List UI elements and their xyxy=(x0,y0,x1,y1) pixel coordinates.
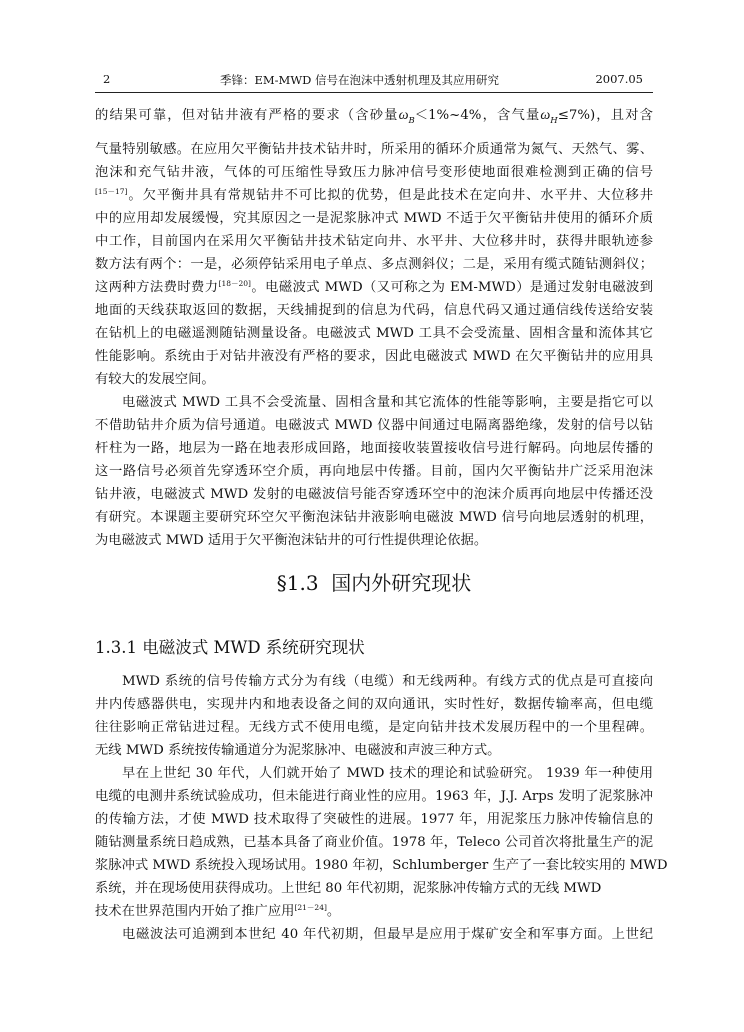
text-line: 这一路信号必须首先穿透环空介质，再向地层中传播。目前，国内欠平衡钻井广泛采用泡沫 xyxy=(95,464,653,479)
text-line: 这两种方法费时费力[18－20]。电磁波式 MWD（又可称之为 EM-MWD）是通过发射电磁波到 xyxy=(95,279,654,295)
section-title: 国内外研究现状 xyxy=(331,571,472,595)
section-number: §1.3 xyxy=(276,571,319,595)
text-line: [15－17]。欠平衡井具有常规钻井不可比拟的优势，但是此技术在定向井、水平井、大位移井 xyxy=(95,187,653,203)
text-line: 浆脉冲式 MWD 系统投入现场试用。1980 年初，Schlumberger 生产了一套比较实用的 MWD xyxy=(95,858,668,873)
text-line: 井内传感器供电，实现井内和地表设备之间的双向通讯，实时性好，数据传输率高，但电缆 xyxy=(95,697,653,712)
text-line: MWD 系统的信号传输方式分为有线（电缆）和无线两种。有线方式的优点是可直接向 xyxy=(122,674,653,689)
header-title: 季锋：EM-MWD 信号在泡沫中透射机理及其应用研究 xyxy=(220,73,500,87)
text-line: 中的应用却发展缓慢，究其原因之一是泥浆脉冲式 MWD 不适于欠平衡钻井使用的循环介质 xyxy=(95,211,653,226)
text-line: 的结果可靠，但对钻井液有严格的要求（含砂量$\omega_B<1\%\sim 4\%$，含气量$\omega_H\le 7\%$)，且对含 xyxy=(95,108,653,126)
text-line: 技术在世界范围内开始了推广应用[21－24]。 xyxy=(95,903,341,919)
text-line: 电缆的电测井系统试验成功，但未能进行商业性的应用。1963 年，J.J. Arps 发明了泥浆脉冲 xyxy=(95,789,653,804)
running-header xyxy=(95,72,653,90)
omega-symbol: ω xyxy=(398,108,409,123)
text-line: 数方法有两个：一是，必须停钻采用电子单点、多点测斜仪；二是，采用有缆式随钻测斜仪； xyxy=(95,257,653,272)
text-line: 为电磁波式 MWD 适用于欠平衡泡沫钻井的可行性提供理论依据。 xyxy=(95,533,488,548)
text-line: 有研究。本课题主要研究环空欠平衡泡沫钻井液影响电磁波 MWD 信号向地层透射的机理， xyxy=(95,510,653,525)
text-line: 早在上世纪 30 年代，人们就开始了 MWD 技术的理论和试验研究。 1939 年一种使用 xyxy=(122,766,653,781)
subsection-heading xyxy=(95,637,653,659)
citation: [21－24] xyxy=(294,903,327,912)
text-line: 气量特别敏感。在应用欠平衡钻井技术钻井时，所采用的循环介质通常为氮气、天然气、雾、 xyxy=(95,142,653,157)
text-line: 往往影响正常钻进过程。无线方式不使用电缆，是定向钻井技术发展历程中的一个里程碑。 xyxy=(95,720,653,735)
text-line: 地面的天线获取返回的数据，天线捕捉到的信息为代码，信息代码又通过通信线传送给安装 xyxy=(95,303,653,318)
header-rule xyxy=(95,92,653,93)
citation: [15－17] xyxy=(95,187,128,196)
section-heading xyxy=(95,570,653,596)
citation: [18－20] xyxy=(218,279,251,288)
text-line: 电磁波法可追溯到本世纪 40 年代初期，但最早是应用于煤矿安全和军事方面。上世纪 xyxy=(122,927,653,942)
header-date: 2007.05 xyxy=(595,72,643,86)
text-line: 性能影响。系统由于对钻井液没有严格的要求，因此电磁波式 MWD 在欠平衡钻井的应用具 xyxy=(95,349,653,364)
text-line: 杆柱为一路，地层为一路在地表形成回路，地面接收装置接收信号进行解码。向地层传播的 xyxy=(95,441,653,456)
subsection-title: 电磁波式 MWD 系统研究现状 xyxy=(142,638,365,657)
text-line: 有较大的发展空间。 xyxy=(95,372,215,387)
text-line: 电磁波式 MWD 工具不会受流量、固相含量和其它流体的性能等影响，主要是指它可以 xyxy=(122,395,653,410)
text-line: 不借助钻井介质为信号通道。电磁波式 MWD 仪器中间通过电隔离器绝缘，发射的信号以钻 xyxy=(95,418,653,433)
page-number: 2 xyxy=(103,72,111,86)
text-line: 的传输方法，才使 MWD 技术取得了突破性的进展。1977 年，用泥浆压力脉冲传输信息的 xyxy=(95,812,653,827)
text-line: 中工作，目前国内在采用欠平衡钻井技术钻定向井、水平井、大位移井时，获得井眼轨迹参 xyxy=(95,234,653,249)
omega-symbol: ω xyxy=(540,108,551,123)
subsection-number: 1.3.1 xyxy=(95,638,137,657)
text-line: 系统，并在现场使用获得成功。上世纪 80 年代初期，泥浆脉冲传输方式的无线 MWD xyxy=(95,881,602,896)
text-line: 钻井液，电磁波式 MWD 发射的电磁波信号能否穿透环空中的泡沫介质再向地层中传播还没 xyxy=(95,487,653,502)
text-line: 在钻机上的电磁遥测随钻测量设备。电磁波式 MWD 工具不会受流量、固相含量和流体其它 xyxy=(95,326,653,341)
text-line: 无线 MWD 系统按传输通道分为泥浆脉冲、电磁波和声波三种方式。 xyxy=(95,743,501,758)
text-line: 随钻测量系统日趋成熟，已基本具备了商业价值。1978 年，Teleco 公司首次将批量生产的泥 xyxy=(95,835,653,850)
text-line: 泡沫和充气钻井液，气体的可压缩性导致压力脉冲信号变形使地面很难检测到正确的信号 xyxy=(95,165,653,180)
